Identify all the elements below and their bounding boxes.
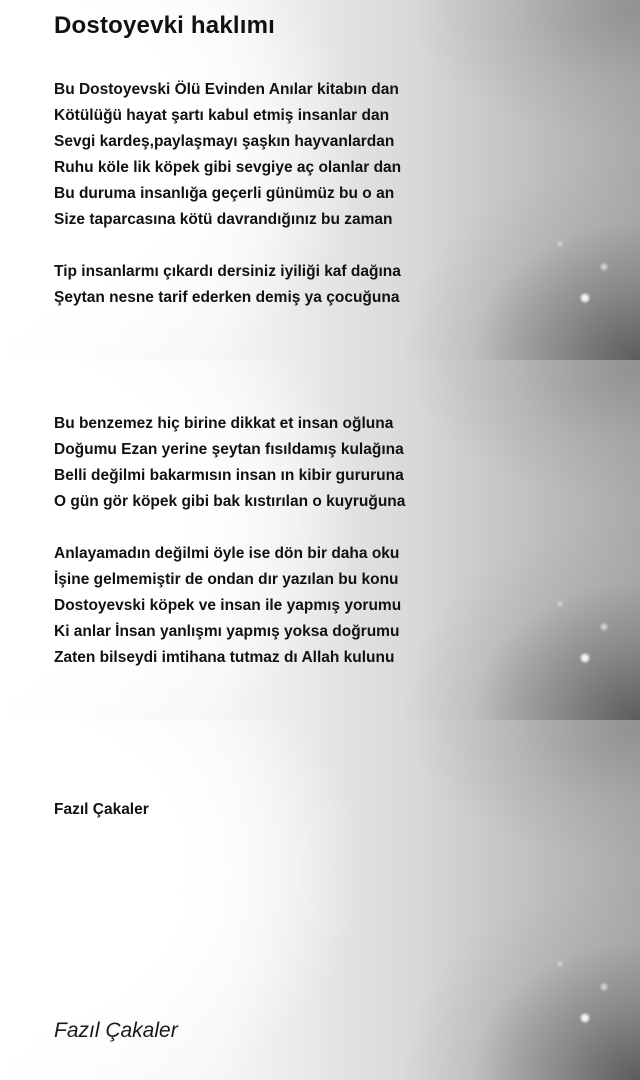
poem-line: Doğumu Ezan yerine şeytan fısıldamış kulağına: [54, 441, 404, 458]
poem-line: Size taparcasına kötü davrandığınız bu zaman: [54, 211, 393, 228]
poem-line: Bu benzemez hiç birine dikkat et insan oğluna: [54, 415, 394, 432]
poem-line: Bu duruma insanlığa geçerli günümüz bu o an: [54, 185, 395, 202]
poem-line: Anlayamadın değilmi öyle ise dön bir daha oku: [54, 545, 400, 562]
stanza-4: [54, 541, 401, 671]
poem-line: Belli değilmi bakarmısın insan ın kibir gururuna: [54, 467, 404, 484]
poem-line: Ruhu köle lik köpek gibi sevgiye aç olanlar dan: [54, 159, 402, 176]
poem-title: Dostoyevki haklımı: [54, 12, 276, 39]
poem-panel-2: [0, 360, 640, 720]
poem-line: Zaten bilseydi imtihana tutmaz dı Allah kulunu: [54, 649, 395, 666]
stanza-1: [54, 77, 401, 233]
poem-line: Sevgi kardeş,paylaşmayı şaşkın hayvanlardan: [54, 133, 395, 150]
poem-panel-1: [0, 0, 640, 360]
poem-line: Bu Dostoyevski Ölü Evinden Anılar kitabın dan: [54, 81, 399, 98]
author-signature: Fazıl Çakaler: [54, 1019, 178, 1042]
poem-line: Şeytan nesne tarif ederken demiş ya çocuğuna: [54, 289, 400, 306]
author-name: Fazıl Çakaler: [54, 801, 149, 818]
poem-line: O gün gör köpek gibi bak kıstırılan o kuyruğuna: [54, 493, 406, 510]
poem-panel-3: [0, 720, 640, 1080]
stanza-2: [54, 259, 401, 311]
stanza-3: [54, 411, 405, 515]
poem-line: İşine gelmemiştir de ondan dır yazılan bu konu: [54, 571, 399, 588]
poem-line: Dostoyevski köpek ve insan ile yapmış yorumu: [54, 597, 402, 614]
poem-line: Tip insanlarmı çıkardı dersiniz iyiliği kaf dağına: [54, 263, 401, 280]
poem-line: Ki anlar İnsan yanlışmı yapmış yoksa doğrumu: [54, 623, 400, 640]
poem-line: Kötülüğü hayat şartı kabul etmiş insanlar dan: [54, 107, 390, 124]
